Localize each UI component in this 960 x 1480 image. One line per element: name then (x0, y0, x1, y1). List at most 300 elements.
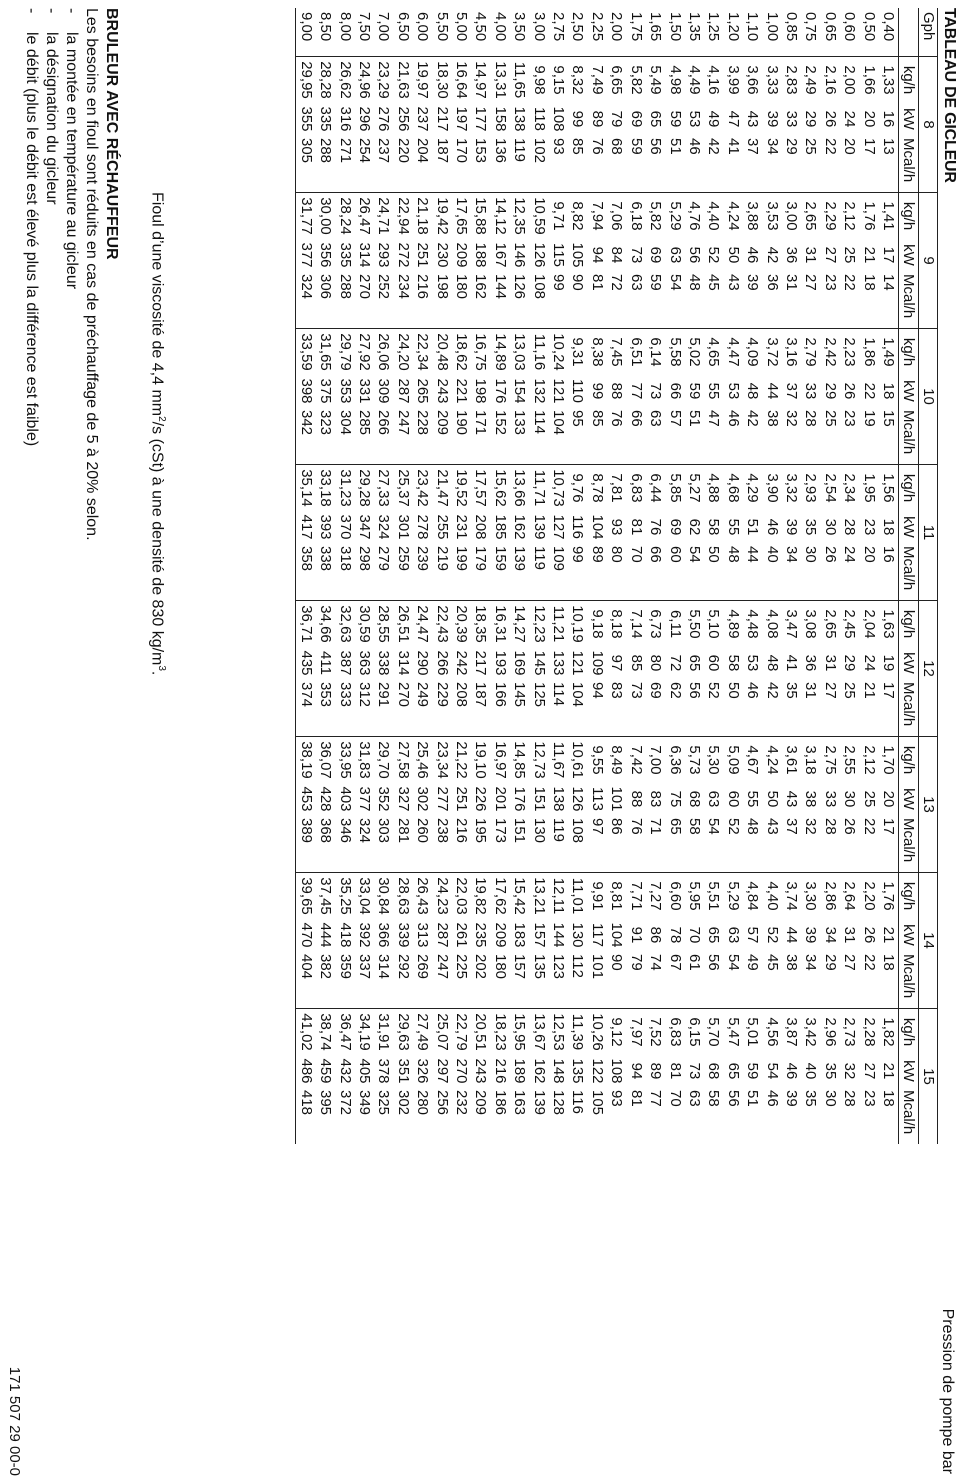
kgh-cell: 26,51 (394, 605, 412, 643)
kw-cell: 108 (608, 1058, 626, 1084)
kw-cell: 324 (375, 514, 393, 540)
kw-cell: 278 (414, 514, 432, 540)
mcalh-cell: 247 (393, 407, 412, 465)
kgh-cell: 13,21 (530, 877, 548, 915)
kgh-cell: 2,54 (821, 473, 839, 503)
kgh-cell: 22,43 (433, 605, 451, 643)
mcalh-cell: 63 (646, 407, 665, 465)
mcalh-cell: 67 (665, 951, 684, 1009)
kgh-cell: 22,79 (453, 1013, 471, 1051)
kgh-cell: 8,38 (588, 337, 606, 367)
gph-cell: 5,00 (452, 8, 471, 57)
unit-header: Mcal/h (899, 815, 919, 873)
kw-cell: 94 (588, 246, 606, 264)
kw-cell: 68 (685, 790, 703, 808)
mcalh-cell: 37 (782, 815, 801, 873)
kw-cell: 66 (666, 382, 684, 400)
kgh-cell: 31,77 (296, 193, 316, 240)
kgh-cell: 26,06 (375, 333, 393, 371)
kw-cell: 31 (841, 926, 859, 944)
kgh-cell: 5,49 (647, 65, 665, 95)
kgh-cell: 14,97 (472, 61, 490, 99)
mcalh-cell: 68 (607, 135, 626, 193)
mcalh-cell: 37 (743, 135, 762, 193)
mcalh-cell: 57 (665, 407, 684, 465)
kgh-cell: 3,00 (782, 201, 800, 231)
kgh-cell: 3,88 (744, 201, 762, 231)
kw-cell: 26 (841, 382, 859, 400)
kw-cell: 43 (782, 790, 800, 808)
kw-cell: 347 (356, 514, 374, 540)
kw-cell: 243 (472, 1058, 490, 1084)
table-row (820, 8, 839, 1144)
kw-cell: 133 (550, 650, 568, 676)
heater-bullet (62, 8, 80, 289)
kw-cell: 55 (744, 790, 762, 808)
kgh-cell: 2,73 (841, 1017, 859, 1047)
mcalh-cell: 61 (685, 951, 704, 1009)
unit-header: kg/h (899, 1009, 919, 1056)
mcalh-cell: 291 (374, 679, 393, 737)
kgh-cell: 5,85 (666, 473, 684, 503)
kw-cell: 387 (336, 650, 354, 676)
kw-cell: 237 (414, 106, 432, 132)
gph-cell: 1,00 (762, 8, 781, 57)
bullet-dash: - (43, 8, 60, 14)
kw-cell: 326 (414, 1058, 432, 1084)
kw-cell: 335 (336, 242, 354, 268)
kw-cell: 144 (550, 922, 568, 948)
kw-cell: 154 (511, 378, 529, 404)
mcalh-cell: 25 (840, 679, 859, 737)
mcalh-cell: 266 (374, 407, 393, 465)
kgh-cell: 3,47 (782, 609, 800, 639)
kgh-cell: 1,63 (880, 609, 897, 639)
mcalh-cell: 349 (356, 1090, 374, 1116)
mcalh-cell: 249 (413, 679, 432, 737)
mcalh-cell: 86 (607, 815, 626, 873)
kgh-cell: 6,51 (627, 337, 645, 367)
kw-cell: 77 (627, 382, 645, 400)
mcalh-cell: 225 (452, 951, 471, 1009)
mcalh-cell: 318 (335, 543, 354, 601)
kgh-cell: 2,23 (841, 337, 859, 367)
table-row (723, 8, 742, 1144)
table-row (859, 8, 878, 1144)
pump-pressure-label: Pression de pompe bar (939, 1308, 956, 1474)
kgh-cell: 35,25 (336, 877, 354, 915)
kw-cell: 276 (375, 106, 393, 132)
table-row (471, 8, 490, 1144)
kw-cell: 24 (860, 654, 878, 672)
kw-cell: 55 (705, 382, 723, 400)
kw-cell: 20 (880, 790, 897, 808)
kgh-cell: 4,49 (685, 65, 703, 95)
kgh-cell: 33,59 (296, 329, 316, 376)
kgh-cell: 13,03 (511, 333, 529, 371)
density-sup-unit: 3 (156, 665, 167, 671)
mcalh-cell: 209 (432, 407, 451, 465)
kw-cell: 287 (433, 922, 451, 948)
kw-cell: 302 (414, 786, 432, 812)
kw-cell: 418 (336, 922, 354, 948)
mcalh-cell: 94 (588, 679, 607, 737)
table-row (762, 8, 781, 1144)
kgh-cell: 9,71 (550, 201, 568, 231)
kgh-cell: 15,42 (511, 877, 529, 915)
mcalh-cell: 254 (355, 135, 374, 193)
unit-header: Mcal/h (899, 135, 919, 193)
kgh-cell: 5,09 (724, 745, 742, 775)
mcalh-cell: 28 (820, 815, 839, 873)
nozzle-table-body (296, 8, 938, 1144)
kw-cell: 331 (356, 378, 374, 404)
mcalh-cell: 39 (743, 271, 762, 329)
pressure-header-row (919, 8, 938, 1144)
unit-header: kW (899, 103, 919, 135)
mcalh-cell: 418 (296, 1087, 316, 1144)
mcalh-cell: 51 (665, 135, 684, 193)
kgh-cell: 19,10 (472, 741, 490, 779)
kw-cell: 145 (530, 650, 548, 676)
kw-cell: 97 (608, 654, 626, 672)
mcalh-cell: 17 (859, 135, 878, 193)
mcalh-cell: 270 (355, 271, 374, 329)
mcalh-cell: 34 (762, 135, 781, 193)
kgh-cell: 2,65 (802, 201, 820, 231)
kgh-cell: 6,44 (647, 473, 665, 503)
mcalh-cell: 56 (704, 951, 723, 1009)
kw-cell: 33 (782, 110, 800, 128)
mcalh-cell: 162 (471, 271, 490, 329)
kgh-cell: 15,62 (491, 469, 509, 507)
mcalh-cell: 85 (568, 135, 587, 193)
kgh-cell: 7,49 (588, 65, 606, 95)
kgh-cell: 9,15 (550, 65, 568, 95)
unit-header: Mcal/h (899, 951, 919, 1009)
kw-cell: 351 (394, 1058, 412, 1084)
kw-cell: 453 (296, 783, 316, 815)
mcalh-cell: 51 (744, 1090, 762, 1107)
gph-cell: 1,65 (646, 8, 665, 57)
kgh-cell: 6,15 (685, 1017, 703, 1047)
kgh-cell: 18,23 (491, 1013, 509, 1051)
kgh-cell: 6,73 (647, 609, 665, 639)
gph-cell: 0,65 (820, 8, 839, 57)
kw-cell: 375 (317, 378, 335, 404)
mcalh-cell: 52 (723, 815, 742, 873)
mcalh-cell: 29 (820, 951, 839, 1009)
kw-cell: 377 (356, 786, 374, 812)
mcalh-cell: 281 (393, 815, 412, 873)
kgh-cell: 2,96 (821, 1017, 839, 1047)
mcalh-cell: 54 (685, 543, 704, 601)
mcalh-cell: 104 (568, 679, 587, 737)
kgh-cell: 1,76 (860, 201, 878, 231)
kgh-cell: 28,63 (394, 877, 412, 915)
kgh-cell: 2,55 (841, 745, 859, 775)
kw-cell: 116 (569, 515, 587, 539)
kgh-cell: 2,64 (841, 881, 859, 911)
kw-cell: 57 (744, 926, 762, 944)
kw-cell: 132 (530, 378, 548, 404)
mcalh-cell: 42 (743, 407, 762, 465)
mcalh-cell: 52 (704, 679, 723, 737)
kw-cell: 217 (433, 106, 451, 132)
kgh-cell: 5,82 (627, 65, 645, 95)
kw-cell: 104 (608, 922, 626, 948)
kgh-cell: 4,24 (724, 201, 742, 231)
mcalh-cell: 48 (723, 543, 742, 601)
mcalh-cell: 58 (705, 1090, 723, 1107)
kgh-cell: 1,82 (880, 1017, 897, 1047)
kgh-cell: 2,04 (860, 609, 878, 639)
mcalh-cell: 302 (394, 1090, 412, 1116)
unit-header: Mcal/h (899, 407, 919, 465)
kw-cell: 230 (433, 242, 451, 268)
gph-cell: 1,10 (743, 8, 762, 57)
kgh-cell: 10,19 (569, 605, 587, 643)
kgh-cell: 3,08 (802, 609, 820, 639)
mcalh-cell: 27 (801, 271, 820, 329)
mcalh-cell: 80 (607, 543, 626, 601)
mcalh-cell: 18 (879, 951, 899, 1009)
gph-cell: 2,25 (588, 8, 607, 57)
gph-cell: 6,50 (393, 8, 412, 57)
kgh-cell: 8,49 (608, 745, 626, 775)
kgh-cell: 26,47 (356, 197, 374, 235)
bullet-text: la désignation du gicleur (43, 32, 60, 205)
table-row (374, 8, 393, 1144)
kgh-cell: 2,93 (802, 473, 820, 503)
mcalh-cell: 144 (490, 271, 509, 329)
mcalh-cell: 60 (665, 543, 684, 601)
kgh-cell: 2,00 (841, 65, 859, 95)
kgh-cell: 24,47 (414, 605, 432, 643)
mcalh-cell: 62 (665, 679, 684, 737)
viscosity-sup-unit: 2 (156, 416, 167, 422)
kw-cell: 314 (394, 650, 412, 676)
kw-cell: 73 (685, 1062, 703, 1080)
kgh-cell: 13,66 (511, 469, 529, 507)
kw-cell: 32 (841, 1062, 859, 1080)
kw-cell: 126 (530, 242, 548, 268)
mcalh-cell: 112 (568, 951, 587, 1009)
mcalh-cell: 63 (626, 271, 645, 329)
kw-cell: 216 (491, 1058, 509, 1084)
kw-cell: 52 (763, 926, 781, 944)
mcalh-cell: 180 (452, 271, 471, 329)
kgh-cell: 39,65 (296, 873, 316, 920)
mcalh-cell: 209 (472, 1090, 490, 1116)
mcalh-cell: 35 (802, 1090, 820, 1107)
gph-cell: 3,50 (510, 8, 529, 57)
mcalh-cell: 59 (646, 271, 665, 329)
mcalh-cell: 190 (452, 407, 471, 465)
kw-cell: 69 (647, 246, 665, 264)
kw-cell: 99 (588, 382, 606, 400)
kgh-cell: 5,95 (685, 881, 703, 911)
kw-cell: 231 (453, 514, 471, 540)
kgh-cell: 3,87 (782, 1017, 800, 1047)
kgh-cell: 15,95 (511, 1013, 529, 1051)
kgh-cell: 23,34 (433, 741, 451, 779)
kgh-cell: 7,81 (608, 473, 626, 503)
kw-cell: 188 (472, 242, 490, 268)
unit-header: kg/h (899, 465, 919, 512)
gph-cell: 8,00 (335, 8, 354, 57)
kw-cell: 22 (860, 382, 878, 400)
mcalh-cell: 58 (685, 815, 704, 873)
kgh-cell: 29,63 (394, 1013, 412, 1051)
viscosity-text-start: Fioul d’une viscosité de 4,4 mm (148, 192, 166, 417)
mcalh-cell: 114 (529, 407, 548, 465)
kgh-cell: 13,67 (530, 1013, 548, 1051)
mcalh-cell: 17 (879, 815, 899, 873)
kw-cell: 197 (453, 106, 471, 132)
kw-cell: 183 (511, 922, 529, 948)
mcalh-cell: 324 (355, 815, 374, 873)
kgh-cell: 6,83 (627, 473, 645, 503)
mcalh-cell: 34 (782, 543, 801, 601)
kw-cell: 58 (724, 654, 742, 672)
kgh-cell: 4,68 (724, 473, 742, 503)
gph-cell: 1,35 (685, 8, 704, 57)
kgh-cell: 12,35 (511, 197, 529, 235)
mcalh-cell: 292 (393, 951, 412, 1009)
kw-cell: 130 (569, 922, 587, 948)
kw-cell: 89 (647, 1062, 665, 1080)
mcalh-cell: 108 (529, 271, 548, 329)
kgh-cell: 21,47 (433, 469, 451, 507)
mcalh-cell: 70 (626, 543, 645, 601)
mcalh-cell: 163 (511, 1090, 529, 1116)
kw-cell: 301 (394, 514, 412, 540)
kw-cell: 355 (296, 103, 316, 135)
kgh-cell: 3,61 (782, 745, 800, 775)
kw-cell: 99 (569, 110, 587, 128)
unit-header: kW (899, 239, 919, 271)
mcalh-cell: 90 (568, 271, 587, 329)
kw-cell: 201 (491, 786, 509, 812)
gph-cell: 6,00 (413, 8, 432, 57)
table-row (490, 8, 509, 1144)
mcalh-cell: 31 (801, 679, 820, 737)
mcalh-cell: 26 (820, 543, 839, 601)
mcalh-cell: 136 (490, 135, 509, 193)
kgh-cell: 3,53 (763, 201, 781, 231)
pressure-header: 9 (919, 193, 938, 329)
mcalh-cell: 199 (452, 543, 471, 601)
kw-cell: 89 (588, 110, 606, 128)
kw-cell: 25 (860, 790, 878, 808)
kgh-cell: 16,31 (491, 605, 509, 643)
kw-cell: 69 (627, 110, 645, 128)
gph-cell: 1,50 (665, 8, 684, 57)
unit-header: kg/h (899, 329, 919, 376)
gph-cell: 7,50 (355, 8, 374, 57)
kw-cell: 339 (394, 922, 412, 948)
kw-cell: 26 (821, 110, 839, 128)
mcalh-cell: 228 (413, 407, 432, 465)
mcalh-cell: 50 (723, 679, 742, 737)
kgh-cell: 18,35 (472, 605, 490, 643)
kw-cell: 290 (414, 650, 432, 676)
kgh-cell: 25,07 (433, 1013, 451, 1051)
table-row (413, 8, 432, 1144)
mcalh-cell: 338 (316, 543, 335, 601)
mcalh-cell: 34 (801, 951, 820, 1009)
kw-cell: 54 (763, 1062, 781, 1080)
kw-cell: 176 (511, 786, 529, 812)
kw-cell: 56 (685, 246, 703, 264)
kw-cell: 122 (588, 1058, 606, 1084)
kgh-cell: 14,12 (491, 197, 509, 235)
mcalh-cell: 105 (588, 1090, 606, 1116)
mcalh-cell: 24 (840, 543, 859, 601)
kw-cell: 52 (705, 246, 723, 264)
kgh-cell: 7,71 (627, 881, 645, 911)
unit-header: kg/h (899, 601, 919, 648)
kw-cell: 59 (685, 382, 703, 400)
viscosity-text-end: . (148, 670, 166, 676)
kgh-cell: 9,98 (530, 65, 548, 95)
kw-cell: 29 (821, 382, 839, 400)
kgh-cell: 11,21 (550, 605, 568, 643)
kw-cell: 411 (317, 651, 335, 675)
kw-cell: 79 (608, 110, 626, 128)
kgh-cell: 38,19 (296, 737, 316, 784)
kw-cell: 432 (336, 1058, 354, 1084)
mcalh-cell: 19 (859, 407, 878, 465)
mcalh-cell: 17 (879, 679, 899, 737)
kgh-cell: 4,76 (685, 201, 703, 231)
mcalh-cell: 13 (879, 135, 899, 193)
mcalh-cell: 42 (704, 135, 723, 193)
mcalh-cell: 23 (840, 407, 859, 465)
kw-cell: 121 (550, 378, 568, 404)
heater-bullet (22, 8, 40, 446)
kw-cell: 94 (627, 1062, 645, 1080)
kgh-cell: 6,83 (666, 1017, 684, 1047)
pressure-header: 10 (919, 329, 938, 465)
gph-cell: 7,00 (374, 8, 393, 57)
mcalh-cell: 303 (374, 815, 393, 873)
kw-cell: 42 (763, 246, 781, 264)
kgh-cell: 26,43 (414, 877, 432, 915)
table-row (704, 8, 723, 1144)
table-row (743, 8, 762, 1144)
table-row (646, 8, 665, 1144)
mcalh-cell: 404 (296, 951, 316, 1009)
mcalh-cell: 123 (549, 951, 568, 1009)
kgh-cell: 5,10 (705, 609, 723, 639)
mcalh-cell: 97 (588, 815, 607, 873)
kgh-cell: 11,71 (530, 469, 548, 507)
kgh-cell: 18,62 (453, 333, 471, 371)
mcalh-cell: 187 (471, 679, 490, 737)
mcalh-cell: 30 (821, 1090, 839, 1107)
mcalh-cell: 314 (374, 951, 393, 1009)
mcalh-cell: 21 (859, 679, 878, 737)
kw-cell: 65 (647, 110, 665, 128)
kw-cell: 110 (569, 379, 587, 403)
mcalh-cell: 46 (743, 679, 762, 737)
mcalh-cell: 269 (413, 951, 432, 1009)
mcalh-cell: 26 (840, 815, 859, 873)
kgh-cell: 29,28 (356, 469, 374, 507)
table-row (432, 8, 451, 1144)
